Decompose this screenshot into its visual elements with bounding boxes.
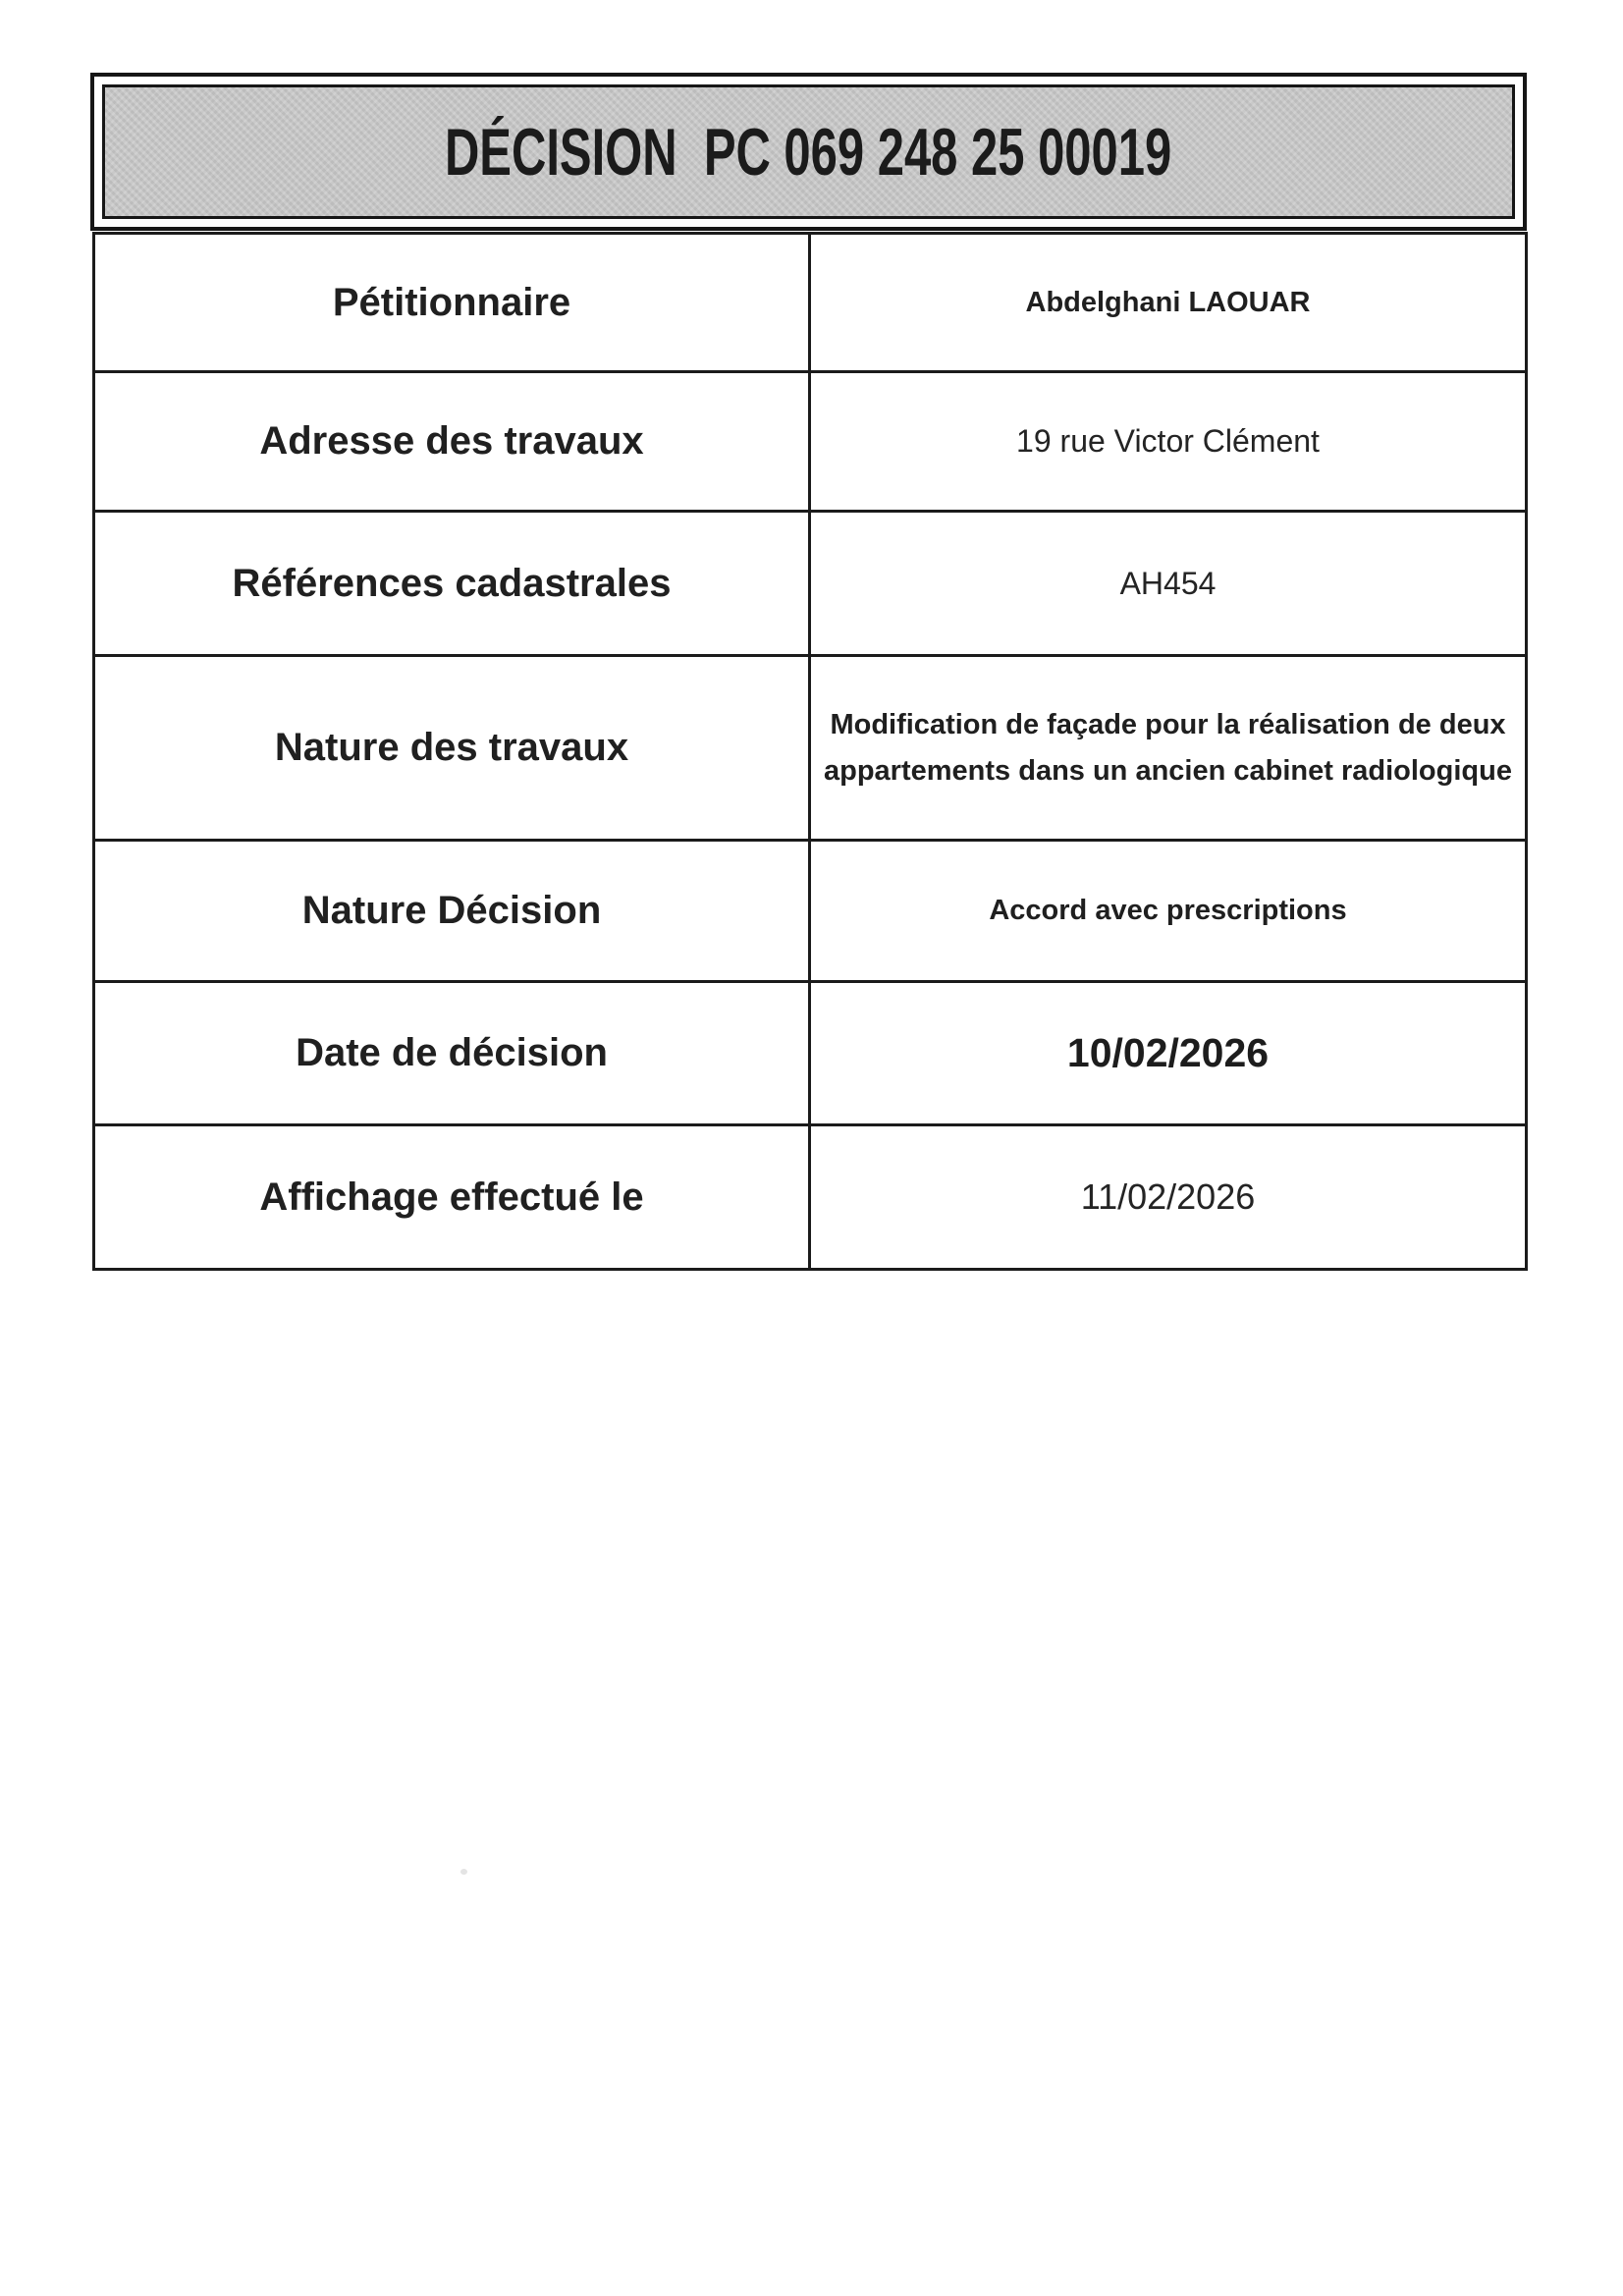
row-value-affichage: 11/02/2026	[810, 1125, 1527, 1270]
decision-banner	[90, 73, 1527, 231]
row-label-petitionnaire: Pétitionnaire	[94, 234, 810, 372]
row-value-adresse-travaux: 19 rue Victor Clément	[810, 372, 1527, 512]
row-label-affichage: Affichage effectué le	[94, 1125, 810, 1270]
table-row	[94, 372, 1527, 512]
table-row	[94, 1125, 1527, 1270]
row-label-adresse-travaux: Adresse des travaux	[94, 372, 810, 512]
decision-banner-frame	[102, 84, 1515, 219]
row-value-date-decision: 10/02/2026	[810, 982, 1527, 1125]
row-label-references-cadastrales: Références cadastrales	[94, 512, 810, 656]
table-row	[94, 982, 1527, 1125]
table-row	[94, 512, 1527, 656]
decision-table	[92, 232, 1528, 1271]
row-label-nature-decision: Nature Décision	[94, 841, 810, 982]
row-value-nature-travaux: Modification de façade pour la réalisation de deux appartements dans un ancien cabinet radiologique	[810, 656, 1527, 841]
row-value-nature-decision: Accord avec prescriptions	[810, 841, 1527, 982]
row-label-nature-travaux: Nature des travaux	[94, 656, 810, 841]
table-row	[94, 841, 1527, 982]
row-value-references-cadastrales: AH454	[810, 512, 1527, 656]
page-title: DÉCISION PC 069 248 25 00019	[445, 114, 1172, 190]
table-row	[94, 234, 1527, 372]
row-value-petitionnaire: Abdelghani LAOUAR	[810, 234, 1527, 372]
scan-artifact	[460, 1869, 467, 1875]
table-row	[94, 656, 1527, 841]
row-label-date-decision: Date de décision	[94, 982, 810, 1125]
